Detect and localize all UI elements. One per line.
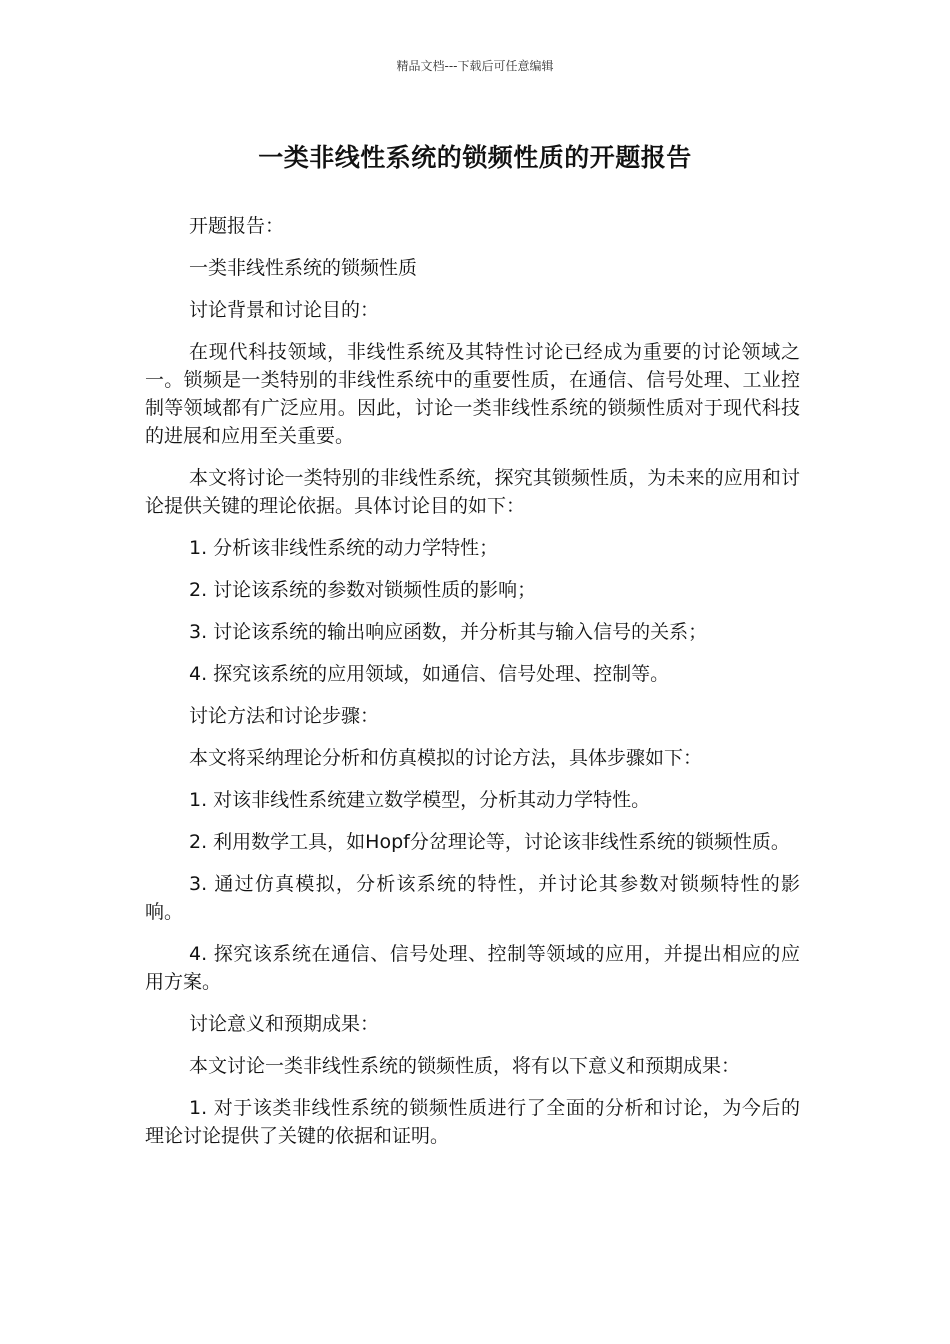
list-item: 2. 利用数学工具，如Hopf分岔理论等，讨论该非线性系统的锁频性质。 [189, 831, 790, 853]
section-heading: 讨论意义和预期成果： [189, 1013, 380, 1035]
list-item: 4. 探究该系统的应用领域，如通信、信号处理、控制等。 [189, 663, 670, 685]
list-item: 4. 探究该系统在通信、信号处理、控制等领域的应用，并提出相应的应用方案。 [145, 943, 800, 993]
list-item: 2. 讨论该系统的参数对锁频性质的影响； [189, 579, 537, 601]
list-item: 1. 对该非线性系统建立数学模型，分析其动力学特性。 [189, 789, 651, 811]
header-note: 精品文档---下载后可任意编辑 [396, 59, 554, 73]
list-item: 3. 通过仿真模拟，分析该系统的特性，并讨论其参数对锁频特性的影响。 [145, 873, 800, 923]
section-heading: 讨论方法和讨论步骤： [189, 705, 380, 727]
document-title: 一类非线性系统的锁频性质的开题报告 [258, 143, 692, 172]
paragraph: 本文讨论一类非线性系统的锁频性质，将有以下意义和预期成果： [189, 1055, 741, 1077]
document-body [145, 212, 800, 1164]
list-item: 1. 对于该类非线性系统的锁频性质进行了全面的分析和讨论，为今后的理论讨论提供了关键的依据和证明。 [145, 1097, 800, 1147]
list-item: 3. 讨论该系统的输出响应函数，并分析其与输入信号的关系； [189, 621, 708, 643]
paragraph-heading: 开题报告： [189, 215, 285, 237]
paragraph-topic: 一类非线性系统的锁频性质 [189, 257, 418, 279]
paragraph: 在现代科技领域，非线性系统及其特性讨论已经成为重要的讨论领域之一。锁频是一类特别的非线性系统中的重要性质，在通信、信号处理、工业控制等领域都有广泛应用。因此，讨论一类非线性系统的锁频性质对于现代科技的进展和应用至关重要。 [145, 341, 800, 447]
paragraph: 本文将讨论一类特别的非线性系统，探究其锁频性质，为未来的应用和讨论提供关键的理论依据。具体讨论目的如下： [145, 467, 800, 517]
section-heading: 讨论背景和讨论目的： [189, 299, 380, 321]
paragraph: 本文将采纳理论分析和仿真模拟的讨论方法，具体步骤如下： [189, 747, 703, 769]
list-item: 1. 分析该非线性系统的动力学特性； [189, 537, 499, 559]
